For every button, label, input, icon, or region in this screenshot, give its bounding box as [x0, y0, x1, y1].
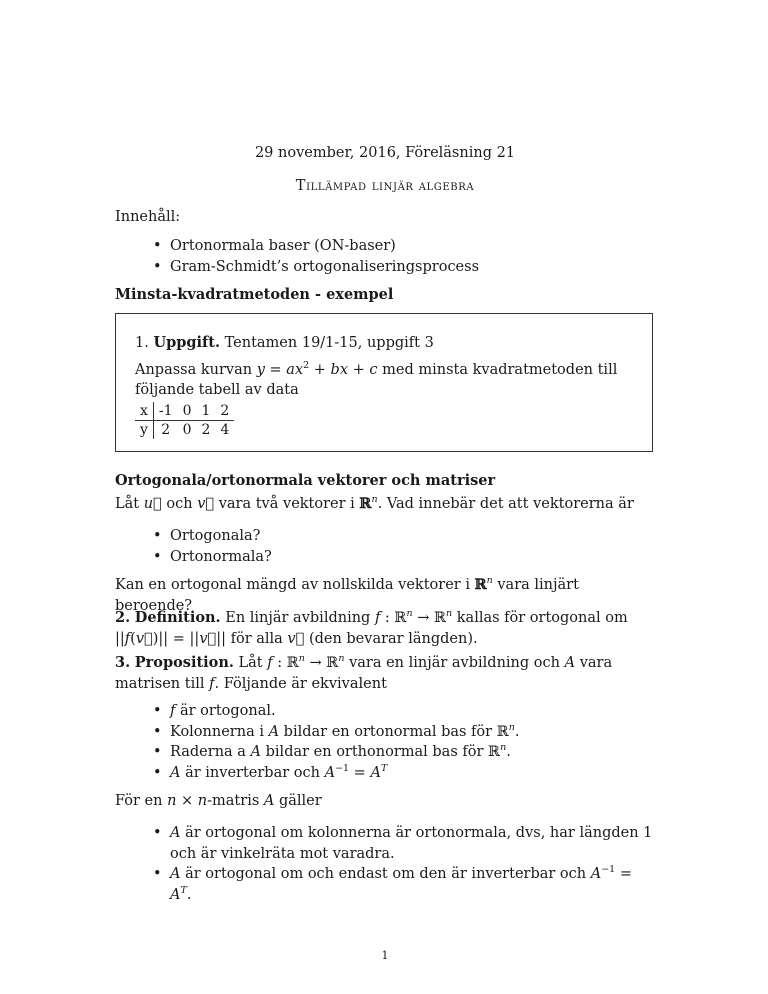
list-item: • Ortogonala?: [115, 526, 655, 547]
list-item: • A är ortogonal om och endast om den är inverterbar och $A^{-1} = A^T$.: [115, 864, 655, 905]
list-item: • Raderna a A bildar en orthonormal bas för ℝ$^n$.: [115, 742, 655, 763]
list-item: • A är inverterbar och $A^{-1} = A^T$: [115, 763, 655, 784]
matrix-note-list: [115, 823, 655, 905]
list-item: • f är ortogonal.: [115, 701, 655, 722]
definition-block: 2. Definition. En linjär avbildning f : ℝ$^n$ → ℝ$^n$ kallas för ortogonal om ||f(v⃗)|| = ||v⃗|| för alla v⃗ (den bevarar längden).: [115, 608, 628, 647]
task-box: [115, 313, 653, 452]
section-heading-orthogonal: Ortogonala/ortonormala vektorer och matriser: [115, 472, 496, 489]
proposition-label: Proposition.: [134, 654, 234, 671]
proposition-block: 3. Proposition. Låt f : ℝ$^n$ → ℝ$^n$ vara en linjär avbildning och A vara matrisen till f. Följande är ekvivalent: [115, 653, 613, 692]
task-label: Uppgift.: [153, 334, 221, 351]
equivalence-list: [115, 701, 655, 783]
table-row: y 2 0 2 4: [135, 420, 234, 439]
section-heading-least-squares: Minsta-kvadratmetoden - exempel: [115, 286, 394, 303]
table-row: x -1 0 1 2: [135, 402, 234, 421]
contents-label: Innehåll:: [115, 209, 181, 225]
dependence-question: Kan en ortogonal mängd av nollskilda vektorer i ℝ$^n$ vara linjärt beroende?: [115, 575, 579, 614]
list-item: • A är ortogonal om kolonnerna är ortonormala, dvs, har längden 1 och är vinkelräta mot varadra.: [115, 823, 655, 864]
matrix-note-intro: För en n × n-matris A gäller: [115, 793, 322, 809]
curve-formula: y: [256, 361, 265, 378]
contents-list: [115, 236, 655, 277]
list-item: • Gram-Schmidt’s ortogonaliseringsprocess: [115, 257, 655, 278]
list-item: • Ortonormala?: [115, 547, 655, 568]
list-item: • Kolonnerna i A bildar en ortonormal bas för ℝ$^n$.: [115, 722, 655, 743]
page-number: 1: [381, 949, 389, 962]
task-title: 1. Uppgift. Tentamen 19/1-15, uppgift 3: [135, 334, 434, 351]
section2-intro: Låt u⃗ och v⃗ vara två vektorer i ℝ$^n$. Vad innebär det att vektorerna är: [115, 494, 634, 512]
list-item: • Ortonormala baser (ON-baser): [115, 236, 655, 257]
task-source: Tentamen 19/1-15, uppgift 3: [224, 335, 434, 351]
task-text: Anpassa kurvan $y = ax^2$ + bx + c med minsta kvadratmetoden till följande tabell av data: [135, 359, 618, 399]
lecture-date: 29 november, 2016, Föreläsning 21: [254, 145, 516, 161]
definition-label: Definition.: [134, 609, 221, 626]
course-title: Tillämpad linjär algebra: [295, 178, 475, 194]
questions-list: [115, 526, 655, 567]
data-table: [135, 402, 234, 439]
